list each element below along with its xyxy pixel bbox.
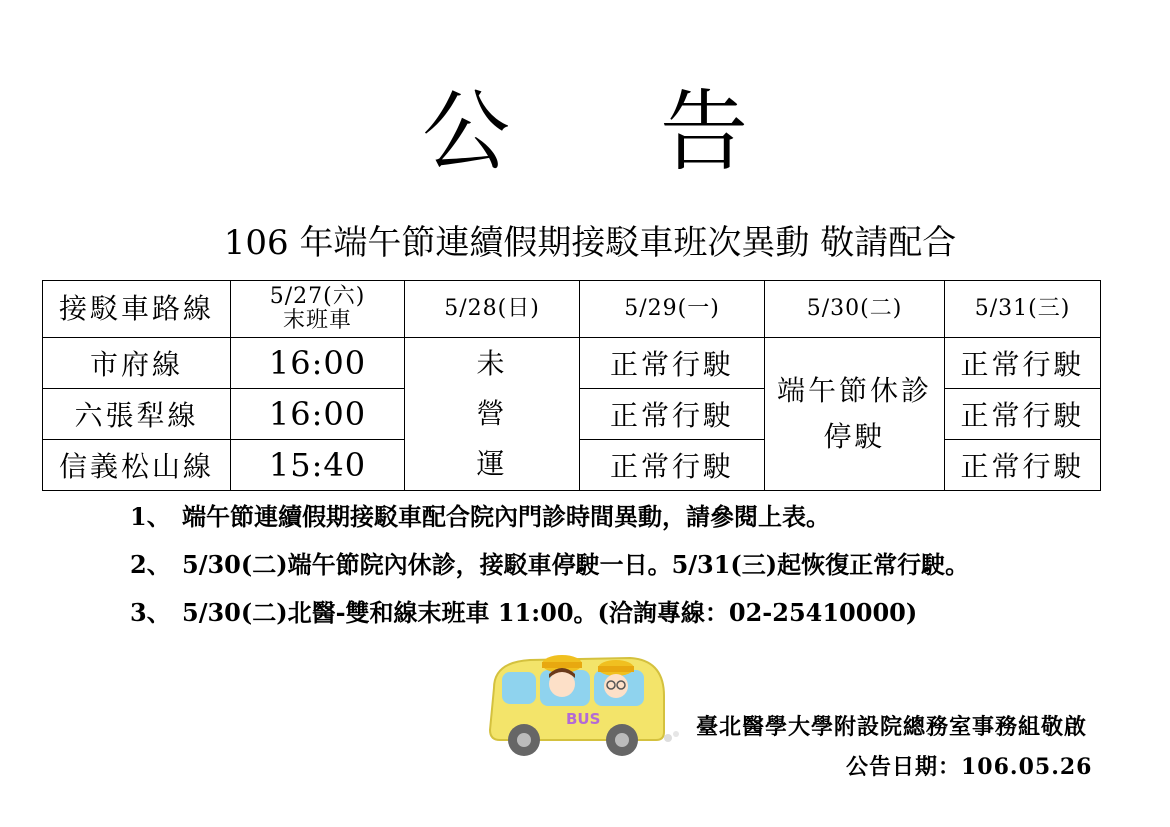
status-529: 正常行駛 — [580, 389, 765, 440]
note-text: 5/30(二)端午節院內休診，接駁車停駛一日。5/31(三)起恢復正常行駛。 — [182, 550, 970, 579]
status-529: 正常行駛 — [580, 440, 765, 491]
header-528: 5/28(日) — [405, 281, 580, 338]
note-text: 端午節連續假期接駁車配合院內門診時間異動，請參閱上表。 — [182, 502, 830, 531]
header-527-date: 5/27(六) — [269, 284, 366, 309]
header-route: 接駁車路線 — [43, 281, 231, 338]
header-529: 5/29(一) — [580, 281, 765, 338]
route-name: 六張犁線 — [43, 389, 231, 440]
note-item — [130, 545, 969, 593]
closed-528-char: 未 — [476, 347, 508, 380]
status-531: 正常行駛 — [945, 338, 1101, 389]
title-char-1: 公 — [421, 80, 510, 183]
notes-list — [130, 497, 969, 641]
header-531: 5/31(三) — [945, 281, 1101, 338]
route-name: 市府線 — [43, 338, 231, 389]
header-527-note: 末班車 — [282, 308, 352, 333]
notice-title — [0, 82, 1170, 182]
table-row — [43, 338, 1101, 389]
bus-label: BUS — [566, 710, 601, 728]
status-531: 正常行駛 — [945, 389, 1101, 440]
shuttle-schedule-table — [42, 280, 1101, 491]
status-531: 正常行駛 — [945, 440, 1101, 491]
closed-528-char: 運 — [476, 447, 508, 480]
closed-530-line1: 端午節休診 — [776, 374, 932, 407]
route-name: 信義松山線 — [43, 440, 231, 491]
header-530: 5/30(二) — [765, 281, 945, 338]
last-bus-time: 16:00 — [231, 389, 405, 440]
notice-subtitle: 106 年端午節連續假期接駁車班次異動 敬請配合 — [223, 223, 957, 263]
table-header-row — [43, 281, 1101, 338]
last-bus-time: 16:00 — [231, 338, 405, 389]
status-529: 正常行駛 — [580, 338, 765, 389]
closed-528-cell — [405, 338, 580, 491]
note-text: 5/30(二)北醫-雙和線末班車 11:00。(洽詢專線：02-25410000) — [182, 598, 918, 627]
bus-illustration — [480, 648, 680, 758]
note-number: 2、 — [130, 550, 171, 579]
closed-530-cell — [765, 338, 945, 491]
closed-530-line2: 停駛 — [823, 420, 886, 453]
title-char-2: 告 — [660, 80, 749, 183]
issuer-signature: 臺北醫學大學附設院總務室事務組敬啟 — [696, 714, 1088, 740]
note-number: 1、 — [130, 502, 171, 531]
announcement-date: 公告日期：106.05.26 — [846, 754, 1093, 780]
last-bus-time: 15:40 — [231, 440, 405, 491]
note-item — [130, 497, 969, 545]
note-item — [130, 593, 969, 641]
closed-528-char: 營 — [476, 397, 508, 430]
note-number: 3、 — [130, 598, 171, 627]
header-527 — [231, 281, 405, 338]
